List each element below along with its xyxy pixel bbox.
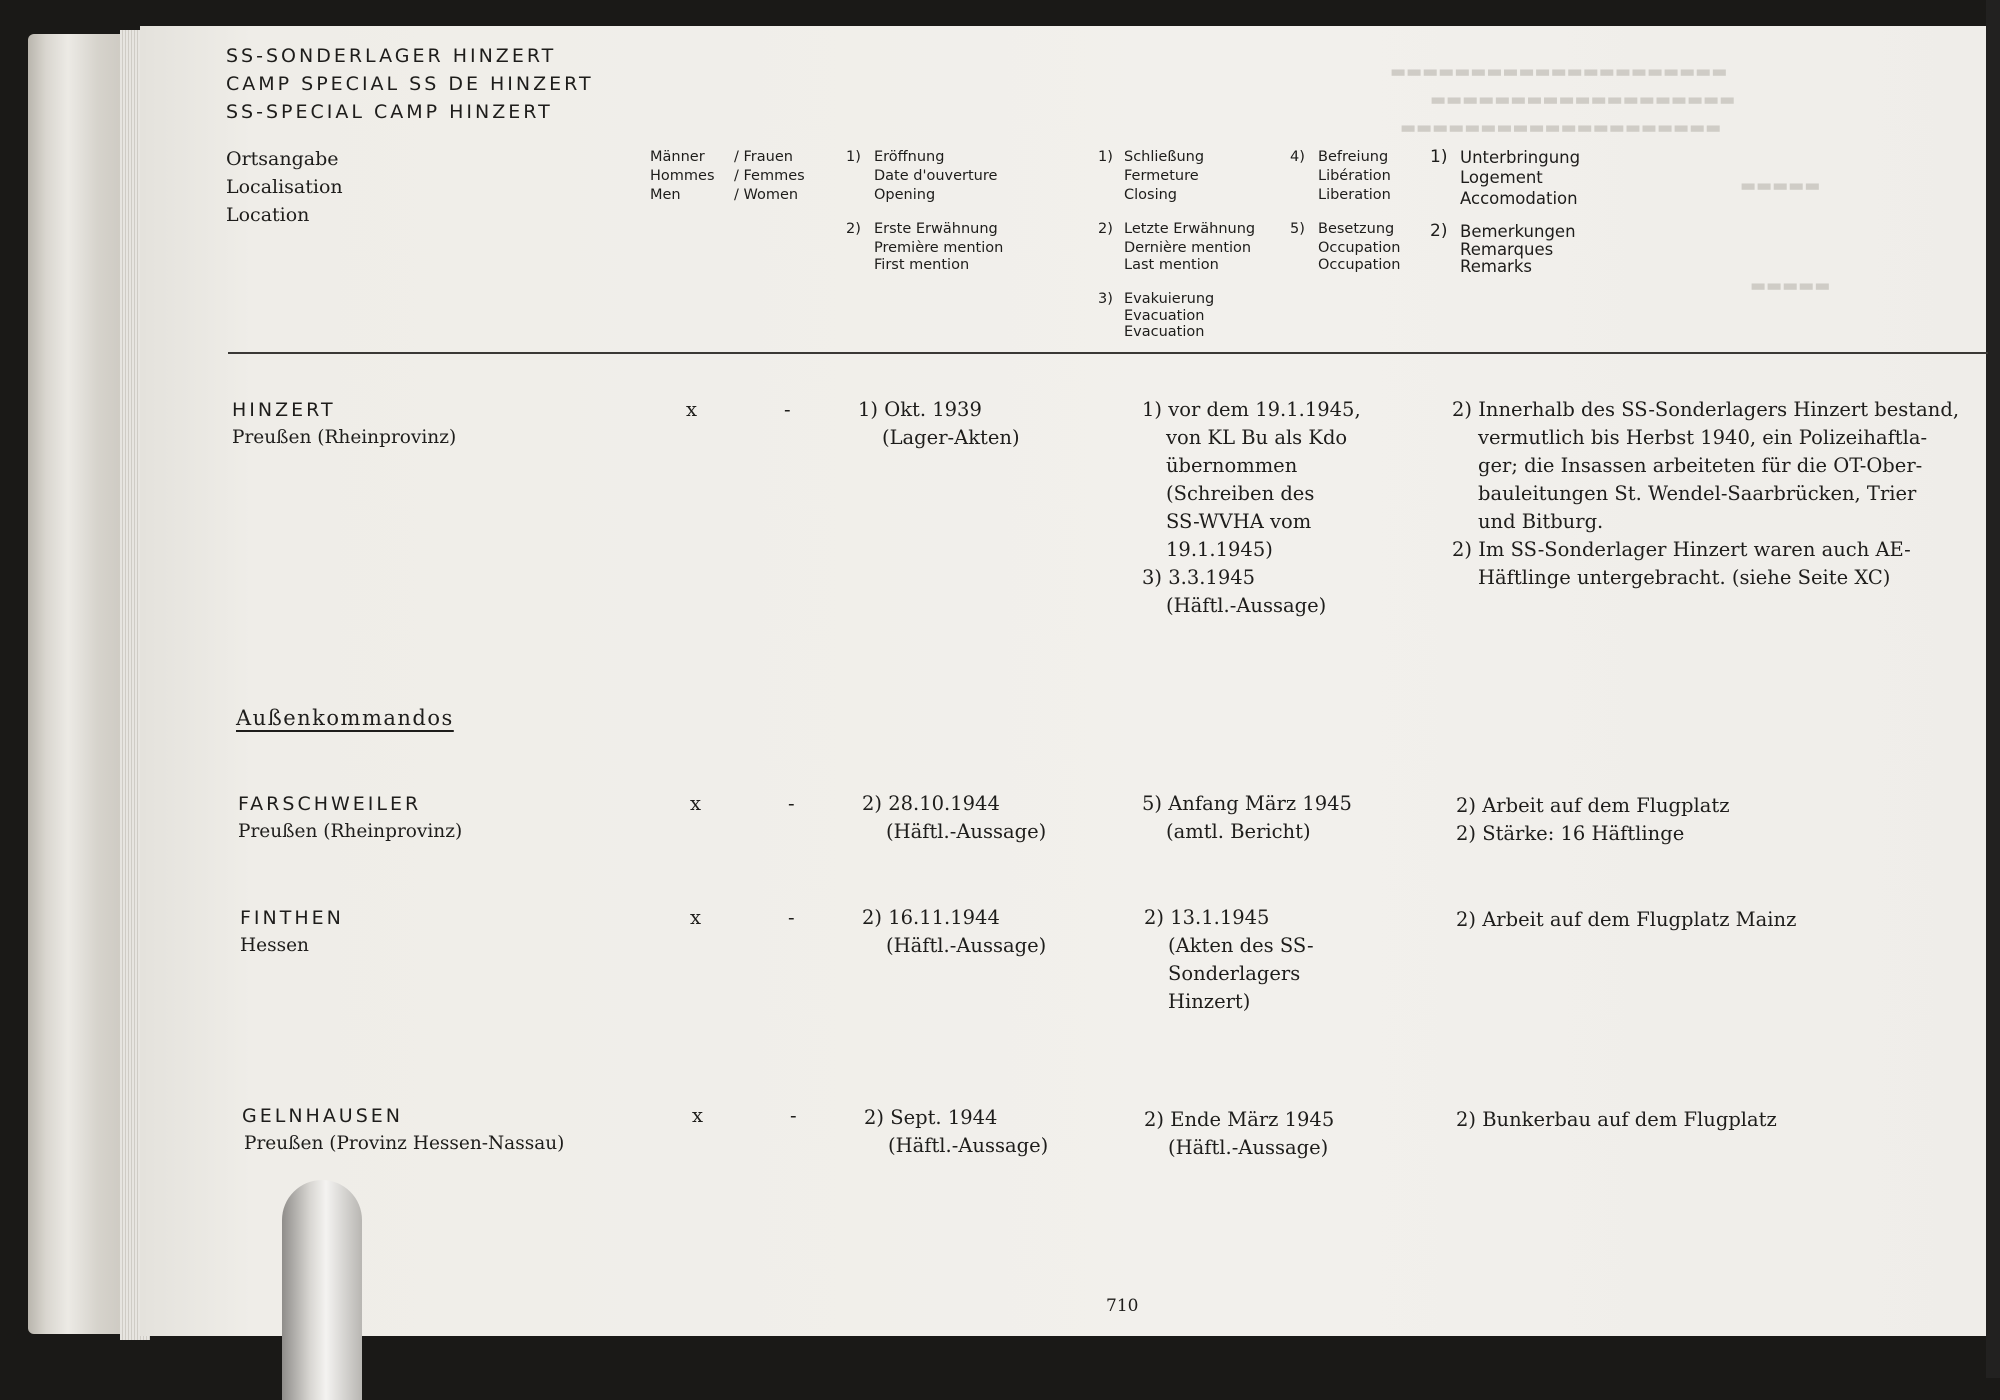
header-opening-fr: Date d'ouverture (874, 168, 998, 184)
women-mark: - (788, 792, 795, 815)
men-mark: x (690, 906, 701, 929)
header-liberation-num: 4) (1290, 149, 1305, 165)
camp-region: Preußen (Provinz Hessen-Nassau) (244, 1133, 565, 1154)
header-men-en: Men (650, 187, 681, 203)
header-occupation-fr: Occupation (1318, 240, 1401, 256)
title-en: SS-SPECIAL CAMP HINZERT (226, 101, 553, 123)
closing-line: SS-WVHA vom (1166, 510, 1312, 533)
header-closing-de: Schließung (1124, 149, 1205, 165)
closing-line: (Akten des SS- (1168, 934, 1314, 957)
page-number: 710 (1106, 1296, 1139, 1316)
header-liberation-de: Befreiung (1318, 149, 1389, 165)
men-mark: x (692, 1104, 703, 1127)
remarks-line: 2) Bunkerbau auf dem Flugplatz (1456, 1108, 1777, 1131)
remarks-line: bauleitungen St. Wendel-Saarbrücken, Trier (1478, 482, 1917, 505)
header-closing-fr: Fermeture (1124, 168, 1199, 184)
closing-line: 5) Anfang März 1945 (1142, 792, 1352, 815)
opening-line: (Häftl.-Aussage) (888, 1134, 1049, 1157)
opening-line: 2) 16.11.1944 (862, 906, 1000, 929)
remarks-line: vermutlich bis Herbst 1940, ein Polizeihaftla- (1478, 426, 1928, 449)
camp-region: Preußen (Rheinprovinz) (232, 427, 457, 448)
title-fr: CAMP SPECIAL SS DE HINZERT (226, 73, 594, 95)
header-closing-num: 1) (1098, 149, 1113, 165)
header-evacuation-fr: Evacuation (1124, 308, 1205, 324)
header-first-mention-fr: Première mention (874, 240, 1004, 256)
women-mark: - (790, 1104, 797, 1127)
header-remarks-fr: Remarques (1460, 240, 1554, 259)
camp-region: Hessen (240, 935, 309, 956)
header-first-mention-num: 2) (846, 221, 861, 237)
title-de: SS-SONDERLAGER HINZERT (226, 45, 557, 67)
remarks-line: 2) Im SS-Sonderlager Hinzert waren auch AE- (1452, 538, 1911, 561)
opening-line: 2) Sept. 1944 (864, 1106, 998, 1129)
closing-line: Hinzert) (1168, 990, 1251, 1013)
header-location-fr: Localisation (226, 176, 343, 198)
header-first-mention-en: First mention (874, 257, 970, 273)
header-occupation-de: Besetzung (1318, 221, 1395, 237)
header-evacuation-en: Evacuation (1124, 324, 1205, 340)
remarks-line: 2) Innerhalb des SS-Sonderlagers Hinzert bestand, (1452, 398, 1960, 421)
header-accommodation-en: Accomodation (1460, 189, 1578, 208)
header-occupation-num: 5) (1290, 221, 1305, 237)
remarks-line: und Bitburg. (1478, 510, 1604, 533)
section-title: Außenkommandos (236, 706, 454, 730)
header-accommodation-de: Unterbringung (1460, 148, 1581, 167)
header-remarks-en: Remarks (1460, 257, 1532, 276)
header-women-de: / Frauen (734, 149, 793, 165)
closing-line: 2) Ende März 1945 (1144, 1108, 1335, 1131)
header-location-de: Ortsangabe (226, 148, 339, 170)
header-accommodation-num: 1) (1430, 147, 1448, 167)
bleed-through: ▬▬▬▬▬▬▬▬▬▬▬▬▬▬▬▬▬▬▬▬ (1400, 118, 1722, 138)
header-opening-de: Eröffnung (874, 149, 945, 165)
closing-line: 3) 3.3.1945 (1142, 566, 1256, 589)
closing-line: 2) 13.1.1945 (1144, 906, 1270, 929)
header-last-mention-fr: Dernière mention (1124, 240, 1252, 256)
camp-region: Preußen (Rheinprovinz) (238, 821, 463, 842)
header-rule (228, 352, 1988, 354)
camp-name: FARSCHWEILER (238, 793, 422, 815)
header-first-mention-de: Erste Erwähnung (874, 221, 998, 237)
women-mark: - (784, 398, 791, 421)
bleed-through: ▬▬▬▬▬▬▬▬▬▬▬▬▬▬▬▬▬▬▬▬▬ (1390, 62, 1728, 82)
page-gutter (1986, 0, 2000, 1378)
header-women-fr: / Femmes (734, 168, 805, 184)
header-opening-en: Opening (874, 187, 936, 203)
opening-line: (Häftl.-Aussage) (886, 820, 1047, 843)
camp-name: GELNHAUSEN (242, 1105, 403, 1127)
men-mark: x (690, 792, 701, 815)
men-mark: x (686, 398, 697, 421)
header-last-mention-num: 2) (1098, 221, 1113, 237)
remarks-line: ger; die Insassen arbeiteten für die OT-Ober- (1478, 454, 1923, 477)
closing-line: (Häftl.-Aussage) (1166, 594, 1327, 617)
header-accommodation-fr: Logement (1460, 168, 1543, 187)
header-women-en: / Women (734, 187, 799, 203)
header-men-fr: Hommes (650, 168, 715, 184)
opening-line: 2) 28.10.1944 (862, 792, 1000, 815)
remarks-line: 2) Stärke: 16 Häftlinge (1456, 822, 1685, 845)
header-men-de: Männer (650, 149, 705, 165)
closing-line: 1) vor dem 19.1.1945, (1142, 398, 1361, 421)
bleed-through: ▬▬▬▬▬▬▬▬▬▬▬▬▬▬▬▬▬▬▬ (1430, 90, 1736, 110)
header-last-mention-de: Letzte Erwähnung (1124, 221, 1256, 237)
header-remarks-num: 2) (1430, 221, 1448, 241)
closing-line: von KL Bu als Kdo (1166, 426, 1348, 449)
header-liberation-en: Liberation (1318, 187, 1391, 203)
header-opening-num: 1) (846, 149, 861, 165)
closing-line: (amtl. Bericht) (1166, 820, 1311, 843)
closing-line: 19.1.1945) (1166, 538, 1273, 561)
bleed-through: ▬▬▬▬▬ (1740, 176, 1821, 196)
camp-name: FINTHEN (240, 907, 344, 929)
header-evacuation-de: Evakuierung (1124, 291, 1215, 307)
header-evacuation-num: 3) (1098, 291, 1113, 307)
header-location-en: Location (226, 204, 310, 226)
closing-line: (Häftl.-Aussage) (1168, 1136, 1329, 1159)
remarks-line: 2) Arbeit auf dem Flugplatz (1456, 794, 1730, 817)
closing-line: Sonderlagers (1168, 962, 1301, 985)
header-closing-en: Closing (1124, 187, 1178, 203)
header-last-mention-en: Last mention (1124, 257, 1219, 273)
closing-line: übernommen (1166, 454, 1298, 477)
opening-line: (Lager-Akten) (882, 426, 1020, 449)
remarks-line: Häftlinge untergebracht. (siehe Seite XC) (1478, 566, 1891, 589)
women-mark: - (788, 906, 795, 929)
remarks-line: 2) Arbeit auf dem Flugplatz Mainz (1456, 908, 1797, 931)
header-remarks-de: Bemerkungen (1460, 222, 1576, 241)
header-liberation-fr: Libération (1318, 168, 1391, 184)
header-occupation-en: Occupation (1318, 257, 1401, 273)
bleed-through: ▬▬▬▬▬ (1750, 276, 1831, 296)
opening-line: (Häftl.-Aussage) (886, 934, 1047, 957)
opening-line: 1) Okt. 1939 (858, 398, 982, 421)
thumb-shape (282, 1180, 362, 1400)
closing-line: (Schreiben des (1166, 482, 1315, 505)
camp-name: HINZERT (232, 399, 336, 421)
